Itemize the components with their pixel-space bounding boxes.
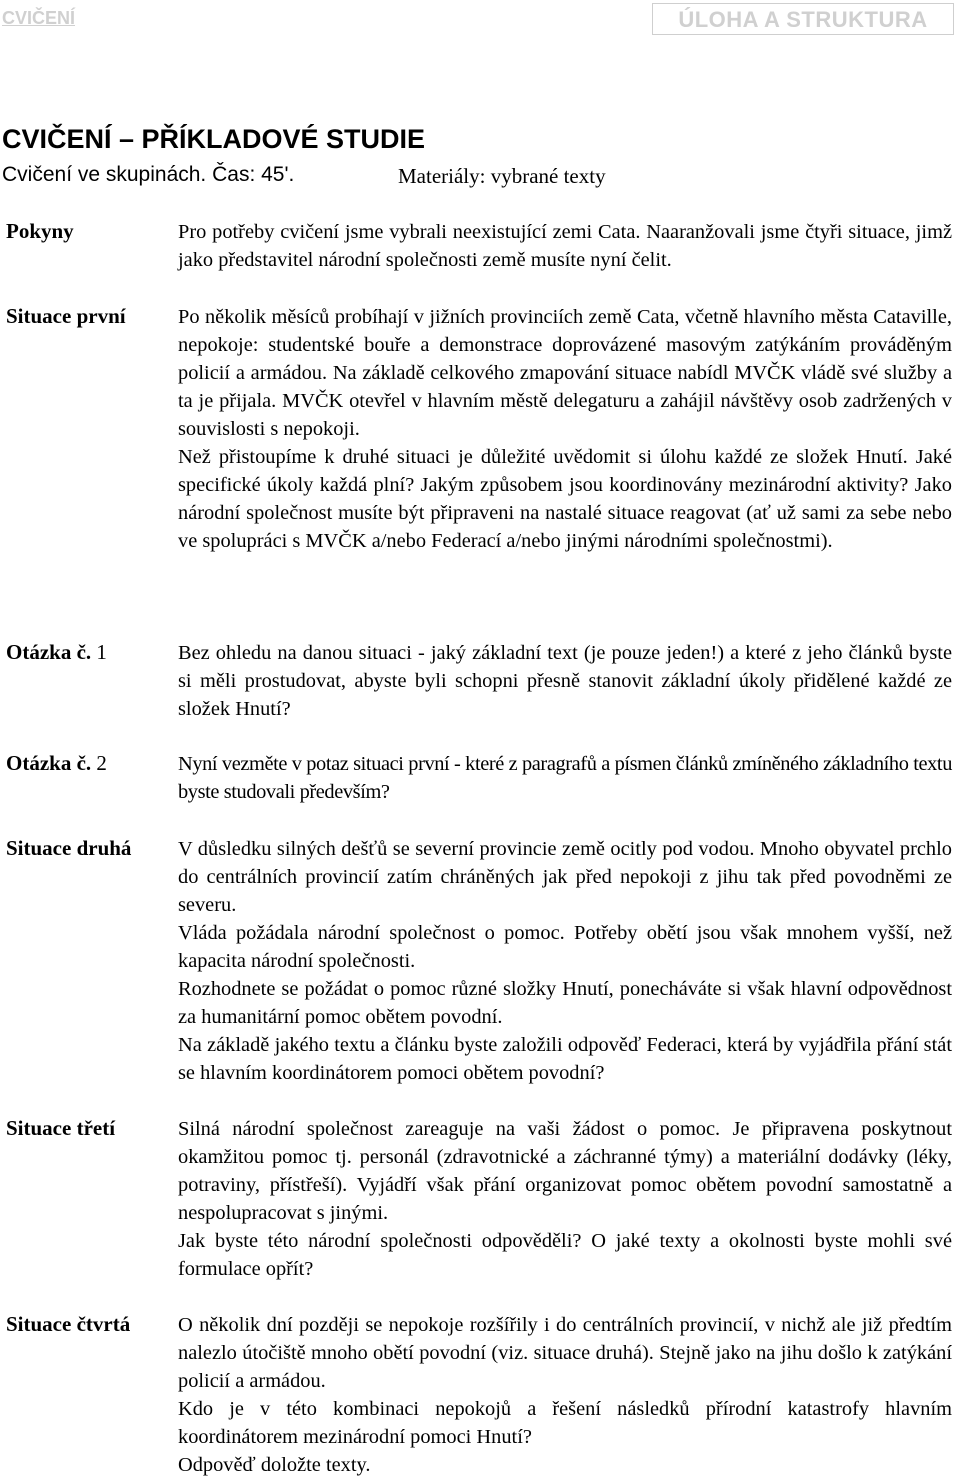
paragraph: Po několik měsíců probíhají v jižních provinciích země Cata, včetně hlavního města Cataville, nepokoje: studentské bouře a demonstrace doprovázené masovým zatýkáním prováděným policií a armádou. Na základě celkového zmapování situace nabídl MVČK vládě své služby a ta je přijala. MVČK otevřel v hlavním městě delegaturu a zahájil návštěvy osob zadržených v souvislosti s nepokoji. [178, 306, 952, 440]
question-number: 1 [96, 640, 107, 664]
section-label-situace-treti: Situace třetí [6, 1116, 116, 1140]
question-prefix: Otázka č. [6, 751, 92, 775]
paragraph: Silná národní společnost zareaguje na vaši žádost o pomoc. Je připravena poskytnout okamžitou pomoc tj. personál (zdravotnické a záchranné týmy) a materiální dodávky (léky, potraviny, přístřeší). Vyjádří však přání organizovat pomoc obětem povodní samostatně a nespolupracovat s jinými. [178, 1118, 952, 1224]
page-title: CVIČENÍ – PŘÍKLADOVÉ STUDIE [2, 124, 426, 154]
paragraph: Pro potřeby cvičení jsme vybrali neexistující zemi Cata. Naaranžovali jsme čtyři situace, jimž jako představitel národní společnosti země musíte nyní čelit. [178, 221, 952, 271]
section-label-pokyny: Pokyny [6, 219, 74, 243]
question-number: 2 [96, 751, 107, 775]
section-text-situace-druha [178, 835, 952, 1087]
paragraph: Kdo je v této kombinaci nepokojů a řešení následků přírodní katastrofy hlavním koordinátorem mezinárodní pomoci Hnutí? [178, 1398, 952, 1448]
section-label-situace-ctvrta: Situace čtvrtá [6, 1312, 131, 1336]
section-text-otazka-2 [178, 750, 952, 806]
exercise-format: Cvičení ve skupinách. Čas: 45'. [2, 163, 295, 186]
section-text-situace-treti [178, 1115, 952, 1283]
paragraph: Bez ohledu na danou situaci - jaký základní text (je pouze jeden!) a které z jeho článků byste si měli prostudovat, abyste byli schopni přesně stanovit základní úkoly přidělené každé ze složek Hnutí? [178, 642, 952, 720]
header-section-label: CVIČENÍ [2, 8, 76, 28]
header-chapter-box: ÚLOHA A STRUKTURA [652, 3, 954, 35]
paragraph: Odpověď doložte texty. [178, 1454, 371, 1476]
paragraph: Nyní vezměte v potaz situaci první - které z paragrafů a písmen článků zmíněného základního textu byste studovali především? [178, 753, 952, 803]
paragraph: O několik dní později se nepokoje rozšířily i do centrálních provincií, v nichž ale již předtím nalezlo útočiště mnoho obětí povodní (viz. situace druhá). Stejně jako na jihu došlo k zatýkání policií a armádou. [178, 1314, 952, 1392]
materials-note: Materiály: vybrané texty [398, 164, 606, 188]
question-prefix: Otázka č. [6, 640, 92, 664]
paragraph: V důsledku silných dešťů se severní provincie země ocitly pod vodou. Mnoho obyvatel prchlo do centrálních provincií zatím chráněných jak před nepokoji z jihu tak před povodněmi ze severu. [178, 838, 952, 916]
paragraph: Než přistoupíme k druhé situaci je důležité uvědomit si úlohu každé ze složek Hnutí. Jaké specifické úkoly každá plní? Jakým způsobem jsou koordinovány mezinárodní aktivity? Jako národní společnost musíte být připraveni na nastalé situace reagovat (ať už sami za sebe nebo ve spolupráci s MVČK a/nebo Federací a/nebo jinými národními společnostmi). [178, 446, 952, 552]
section-text-pokyny [178, 218, 952, 274]
paragraph: Na základě jakého textu a článku byste založili odpověď Federaci, která by vyjádřila přání stát se hlavním koordinátorem pomoci obětem povodní? [178, 1034, 952, 1084]
section-label-otazka-2 [6, 749, 107, 777]
paragraph: Jak byste této národní společnosti odpověděli? O jaké texty a okolnosti byste mohli své formulace opřít? [178, 1230, 952, 1280]
section-label-situace-druha: Situace druhá [6, 836, 132, 860]
paragraph: Vláda požádala národní společnost o pomoc. Potřeby obětí jsou však mnohem vyšší, než kapacita národní společnosti. [178, 922, 952, 972]
paragraph: Rozhodnete se požádat o pomoc různé složky Hnutí, ponecháváte si však hlavní odpovědnost za humanitární pomoc obětem povodní. [178, 978, 952, 1028]
section-text-situace-ctvrta [178, 1311, 952, 1479]
section-text-otazka-1 [178, 639, 952, 723]
section-label-situace-prvni: Situace první [6, 304, 126, 328]
section-label-otazka-1 [6, 638, 107, 666]
section-text-situace-prvni [178, 303, 952, 555]
